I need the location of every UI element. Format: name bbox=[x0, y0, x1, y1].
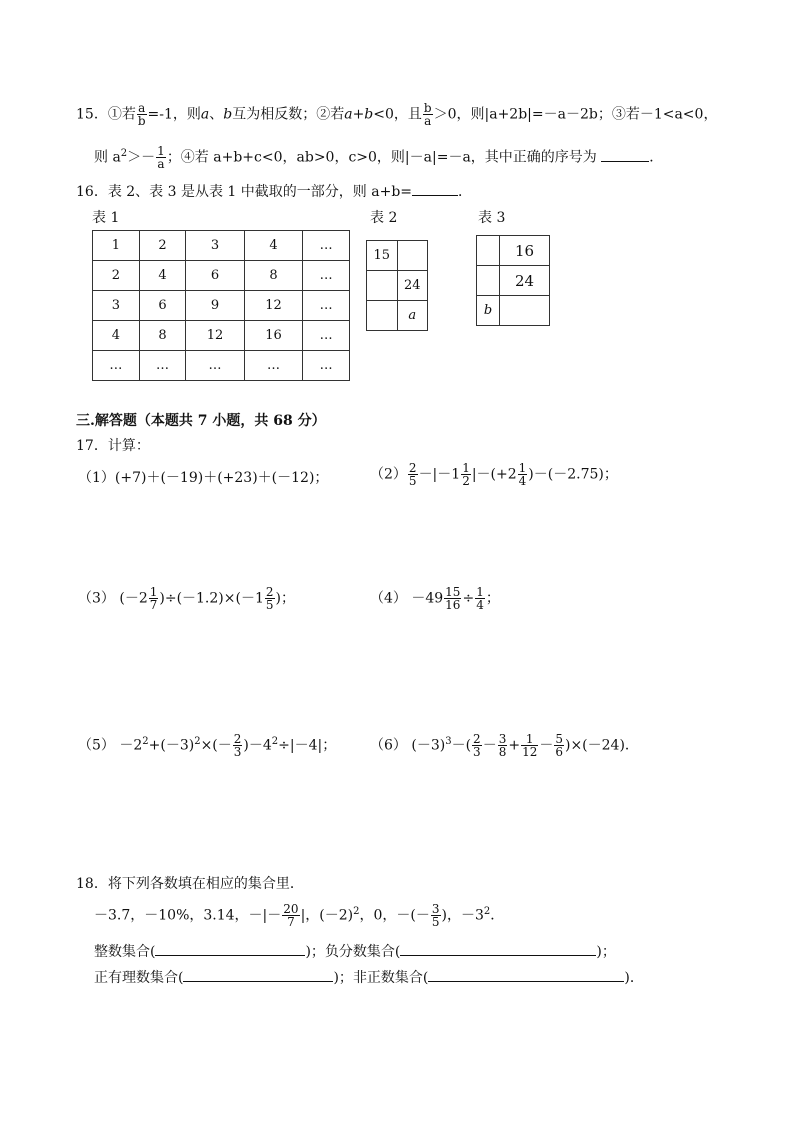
negative-fraction-set-label: 负分数集合( bbox=[324, 944, 401, 960]
q17-part4: （4） －49 $\frac{15}{16}$ ÷ $\frac{1}{4}$ ； bbox=[370, 585, 500, 612]
q17-part3: （3） (－2 $\frac{1}{7}$ )÷(－1.2)×(－1 $\frac{2}{5}$ )； bbox=[78, 585, 295, 612]
non-positive-set-blank[interactable] bbox=[428, 969, 624, 982]
q17-part1: （1）(+7)＋(－19)＋(+23)＋(－12)； bbox=[78, 470, 329, 486]
q17-part5: $(5) -2^2+(-3)^2\times(-$ $\frac{2}{3}$ )$-4^2\div|-4|$； bbox=[78, 732, 337, 760]
q18-title: 18．将下列各数填在相应的集合里． bbox=[76, 876, 304, 892]
table3-label: 表 3 bbox=[478, 210, 506, 226]
q17-title: 17．计算： bbox=[76, 438, 150, 454]
q15-number: 15． bbox=[76, 106, 108, 123]
negative-fraction-set-blank[interactable] bbox=[400, 943, 596, 956]
integer-set-label: 整数集合( bbox=[94, 944, 156, 960]
table3: 16 24 b bbox=[476, 235, 550, 326]
fraction-b-over-a: $\frac{b}{a}$ bbox=[423, 101, 432, 128]
table2: 15 24 a bbox=[366, 240, 428, 331]
non-positive-set-label: 非正数集合( bbox=[352, 970, 429, 986]
table1: 1 2 3 4 … 2 4 6 8 … 3 6 9 12 … 4 8 12 16 … … … … … … bbox=[92, 230, 350, 381]
table2-label: 表 2 bbox=[370, 210, 398, 226]
table1-label: 表 1 bbox=[92, 210, 120, 226]
q17-part6: （6） $(-3)^3-$( $\frac{2}{3}$ － $\frac{3}{8}$ + $\frac{1}{12}$ － $\frac{5}{6}$ )×(－24)． bbox=[370, 732, 639, 760]
q15-line1: 15．①若 $\frac{a}{b}$ =-1，则a、b互为相反数；②若a+b<0，且 $\frac{b}{a}$ ＞0，则|a+2b|=－a－2b；③若－1<a<0， bbox=[76, 101, 718, 128]
integer-set-blank[interactable] bbox=[155, 943, 305, 956]
q15-line2: 则 $a^2>-$ $\frac{1}{a}$ ；④若 a+b+c<0，ab>0，c>0，则|－a|=－a，其中正确的序号为 ． bbox=[94, 144, 664, 172]
fraction-1-over-a: $\frac{1}{a}$ bbox=[157, 144, 165, 172]
q16-answer-blank[interactable] bbox=[412, 183, 458, 196]
positive-rational-set-blank[interactable] bbox=[183, 969, 333, 982]
q18-sets-line2: 正有理数集合( )；非正数集合( )． bbox=[94, 970, 644, 986]
q17-part2: （2） $\frac{2}{5}$ －|－1 $\frac{1}{2}$ |－(+2 $\frac{1}{4}$ )－(－2.75)； bbox=[370, 461, 618, 488]
q18-numbers: －3.7，－10%，3.14，－|－ $\frac{20}{7}$ |，$(-2)^2$，0，－(－ $\frac{3}{5}$ )，$-3^2$． bbox=[94, 902, 505, 930]
fraction-a-over-b: $\frac{a}{b}$ bbox=[137, 101, 146, 128]
q15-answer-blank[interactable] bbox=[601, 149, 649, 162]
q16-text: 16．表 2、表 3 是从表 1 中截取的一部分，则 a+b= ． bbox=[76, 184, 473, 200]
positive-rational-set-label: 正有理数集合( bbox=[94, 970, 184, 986]
q18-sets-line1: 整数集合( )；负分数集合( )； bbox=[94, 944, 616, 960]
section-3-heading: 三.解答题（本题共 7 小题，共 68 分） bbox=[76, 413, 326, 429]
